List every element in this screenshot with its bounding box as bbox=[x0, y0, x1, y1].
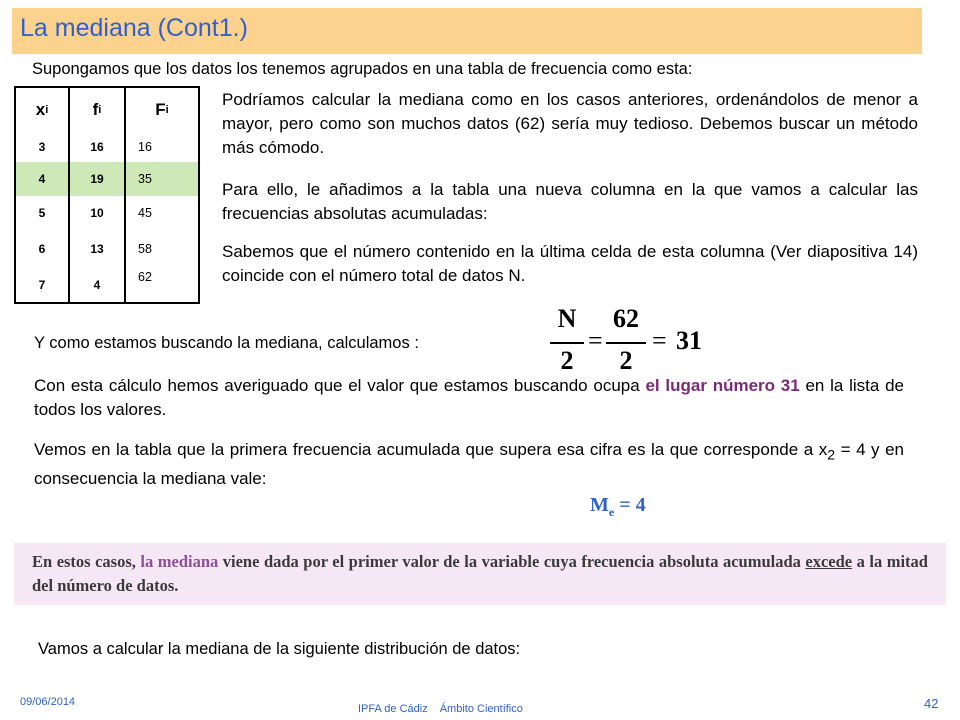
table-row bbox=[16, 268, 198, 302]
cell-x: 3 bbox=[38, 140, 46, 154]
slide-title: La mediana (Cont1.) bbox=[20, 14, 248, 42]
table-row bbox=[16, 196, 198, 230]
cell-F: 16 bbox=[138, 140, 152, 154]
equals-sign: = bbox=[588, 326, 603, 355]
page-number: 42 bbox=[924, 696, 939, 711]
rule-text: En estos casos, la mediana viene dada por el primer valor de la variable cuya frecuencia absoluta acumulada excede a la mitad del número de datos. bbox=[32, 552, 928, 595]
cell-F: 62 bbox=[138, 270, 152, 284]
cell-f: 16 bbox=[90, 140, 104, 154]
frequency-table bbox=[14, 86, 200, 304]
cell-F: 58 bbox=[138, 242, 152, 256]
median-result: $M_e = 4$ bbox=[590, 494, 646, 519]
header-xi: x i bbox=[35, 100, 49, 119]
header-Fi: F i bbox=[155, 100, 169, 119]
paragraph-calc-intro: Y como estamos buscando la mediana, calculamos : bbox=[34, 334, 419, 352]
cell-x: 6 bbox=[38, 242, 46, 256]
cell-f: 4 bbox=[93, 278, 101, 292]
cell-f: 19 bbox=[90, 172, 104, 186]
table-row-highlighted bbox=[16, 162, 198, 196]
paragraph-total: Sabemos que el número contenido en la última celda de esta columna (Ver diapositiva 14) coincide con el número total de datos N. bbox=[222, 242, 918, 285]
paragraph-next-exercise: Vamos a calcular la mediana de la siguiente distribución de datos: bbox=[38, 640, 521, 658]
cell-x: 7 bbox=[38, 278, 46, 292]
cell-f: 10 bbox=[90, 206, 104, 220]
cell-f: 13 bbox=[90, 242, 104, 256]
table-divider bbox=[124, 88, 126, 302]
header-fi: f i bbox=[92, 100, 102, 119]
table-row bbox=[16, 230, 198, 268]
median-position-formula: N 2 = 62 2 = 31 bbox=[528, 304, 728, 384]
footer-school: IPFA de Cádiz bbox=[358, 703, 428, 715]
paragraph-method: Podríamos calcular la mediana como en los casos anteriores, ordenándolos de menor a mayor, pero como son muchos datos (62) sería muy tedioso. Debemos buscar un método más cómodo. bbox=[222, 90, 918, 157]
paragraph-position: Con esta cálculo hemos averiguado que el valor que estamos buscando ocupa el lugar número 31 en la lista de todos los valores. bbox=[34, 376, 904, 419]
paragraph-conclusion: Vemos en la tabla que la primera frecuencia acumulada que supera esa cifra es la que corresponde a $x_2 = 4$ y en consecuencia la mediana vale: bbox=[34, 440, 904, 489]
footer-dept: Ámbito Científico bbox=[439, 703, 523, 715]
table-header-row bbox=[16, 88, 198, 132]
cell-x: 5 bbox=[38, 206, 46, 220]
paragraph-cumulative: Para ello, le añadimos a la tabla una nueva columna en la que vamos a calcular las frecuencias absolutas acumuladas: bbox=[222, 180, 918, 223]
intro-text: Supongamos que los datos los tenemos agrupados en una tabla de frecuencia como esta: bbox=[32, 60, 693, 78]
cell-F: 45 bbox=[138, 206, 152, 220]
table-divider bbox=[68, 88, 70, 302]
cell-F: 35 bbox=[138, 172, 152, 186]
equals-sign: = bbox=[652, 326, 667, 355]
formula-result: 31 bbox=[676, 326, 702, 355]
footer-date: 09/06/2014 bbox=[20, 696, 76, 708]
cell-x: 4 bbox=[38, 172, 46, 186]
footer-center bbox=[358, 703, 523, 715]
table-row bbox=[16, 132, 198, 162]
